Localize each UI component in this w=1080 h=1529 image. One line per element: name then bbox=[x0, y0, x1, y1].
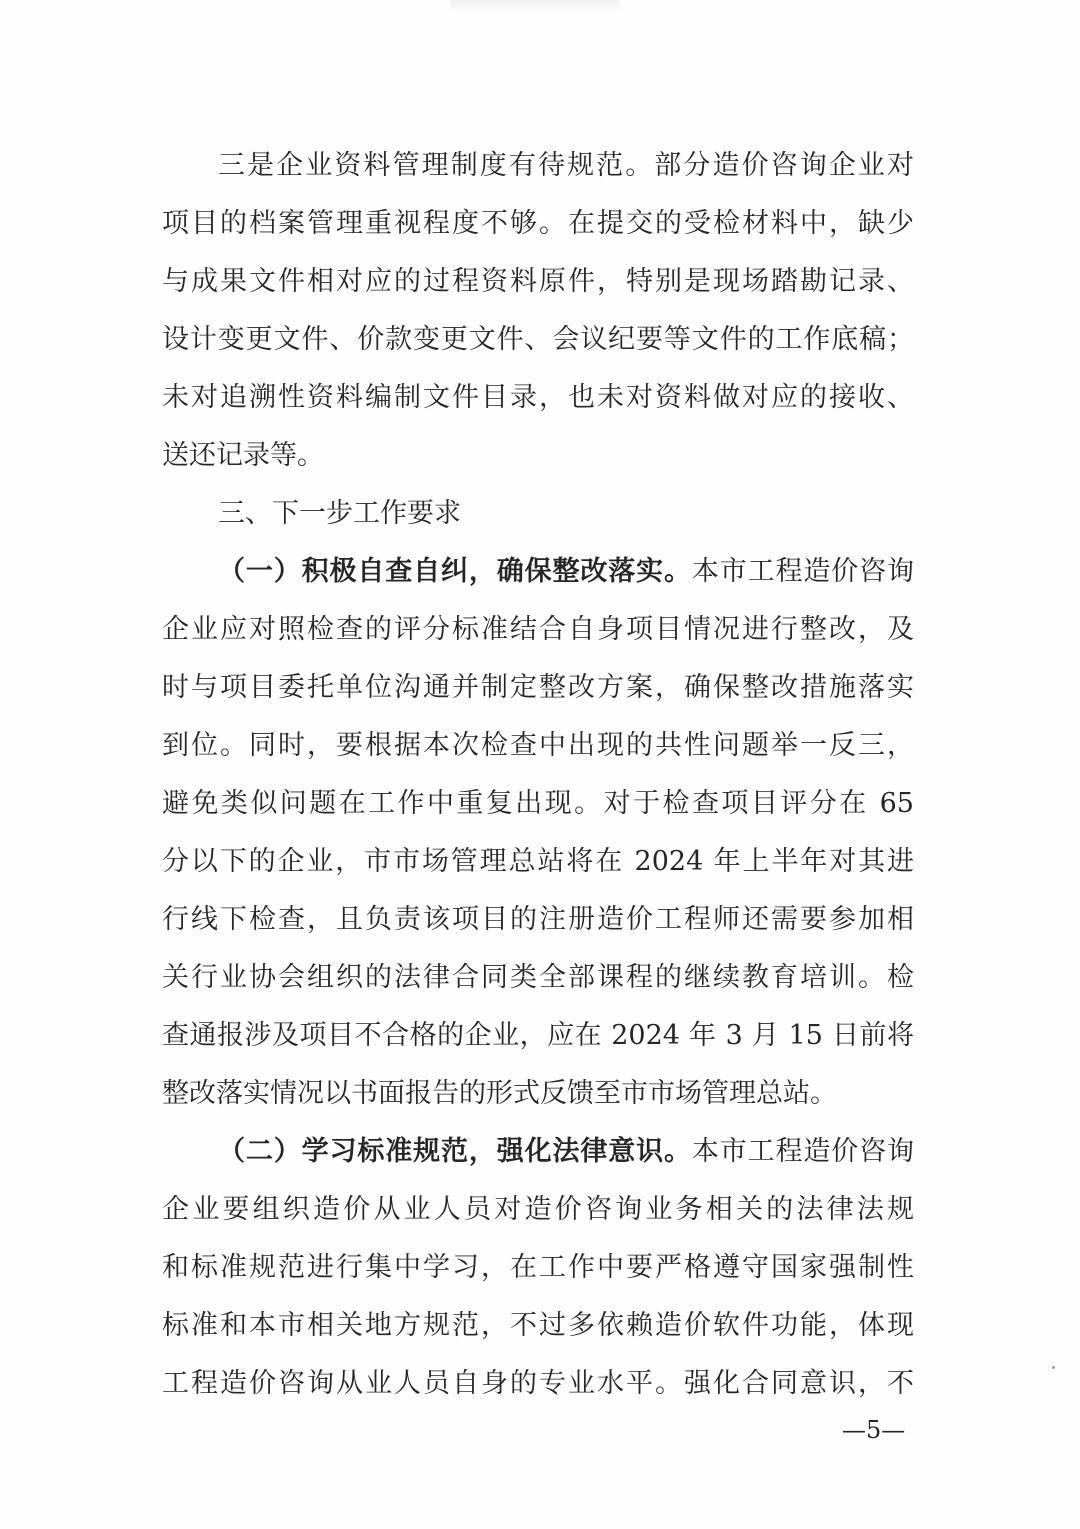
paragraph-records-management bbox=[162, 137, 914, 485]
text-line: 工程造价咨询从业人员自身的专业水平。强化合同意识，不 bbox=[162, 1368, 914, 1399]
text-line: 企业应对照检查的评分标准结合自身项目情况进行整改，及 bbox=[162, 614, 914, 645]
text-line: 时与项目委托单位沟通并制定整改方案，确保整改措施落实 bbox=[162, 672, 914, 703]
text-line: 整改落实情况以书面报告的形式反馈至市市场管理总站。 bbox=[162, 1078, 837, 1109]
item-1-first-line-rest: 本市工程造价咨询 bbox=[691, 556, 914, 587]
paragraph-item-1 bbox=[162, 543, 914, 1123]
text-line: 分以下的企业，市市场管理总站将在 2024 年上半年对其进 bbox=[162, 846, 914, 877]
text-line: 到位。同时，要根据本次检查中出现的共性问题举一反三， bbox=[162, 730, 914, 761]
text-line: 关行业协会组织的法律合同类全部课程的继续教育培训。检 bbox=[162, 962, 914, 993]
scan-artifact bbox=[450, 0, 620, 12]
text-line: 三是企业资料管理制度有待规范。部分造价咨询企业对 bbox=[218, 150, 914, 181]
text-line: 行线下检查，且负责该项目的注册造价工程师还需要参加相 bbox=[162, 904, 914, 935]
page-number: —5— bbox=[842, 1416, 906, 1444]
text-line: 避免类似问题在工作中重复出现。对于检查项目评分在 65 bbox=[162, 788, 914, 819]
text-line: 项目的档案管理重视程度不够。在提交的受检材料中，缺少 bbox=[162, 208, 914, 239]
item-2-first-line-rest: 本市工程造价咨询 bbox=[691, 1136, 914, 1167]
text-line: 与成果文件相对应的过程资料原件，特别是现场踏勘记录、 bbox=[162, 266, 914, 297]
text-line: 设计变更文件、价款变更文件、会议纪要等文件的工作底稿； bbox=[162, 324, 914, 355]
text-line: 送还记录等。 bbox=[162, 440, 324, 471]
scan-speck bbox=[1052, 1366, 1055, 1369]
text-line bbox=[162, 543, 914, 601]
text-line: 企业要组织造价从业人员对造价咨询业务相关的法律法规 bbox=[162, 1194, 914, 1225]
text-line bbox=[162, 1123, 914, 1181]
item-2-title: （二）学习标准规范，强化法律意识。 bbox=[218, 1136, 692, 1167]
text-line: 标准和本市相关地方规范，不过多依赖造价软件功能，体现 bbox=[162, 1310, 914, 1341]
text-line: 查通报涉及项目不合格的企业，应在 2024 年 3 月 15 日前将 bbox=[162, 1020, 914, 1051]
section-heading: 三、下一步工作要求 bbox=[218, 498, 461, 529]
text-line: 未对追溯性资料编制文件目录，也未对资料做对应的接收、 bbox=[162, 382, 914, 413]
item-1-title: （一）积极自查自纠，确保整改落实。 bbox=[218, 556, 692, 587]
text-line: 和标准规范进行集中学习，在工作中要严格遵守国家强制性 bbox=[162, 1252, 914, 1283]
document-body bbox=[162, 137, 914, 1413]
paragraph-item-2 bbox=[162, 1123, 914, 1413]
